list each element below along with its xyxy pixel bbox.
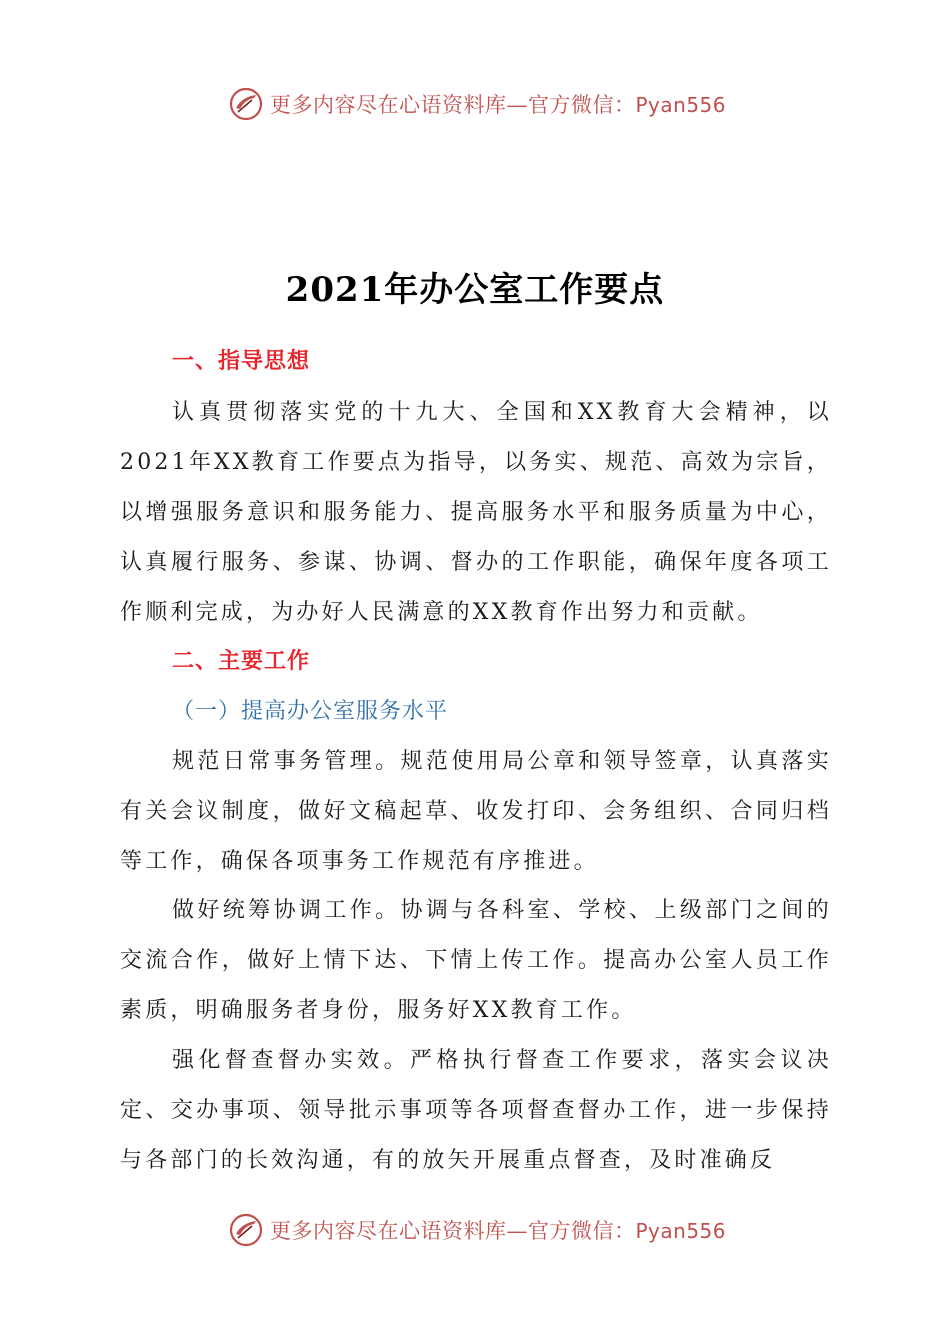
- watermark-text: 更多内容尽在心语资料库—官方微信：Pyan556: [270, 1219, 727, 1243]
- paragraph-coordination: 做好统筹协调工作。协调与各科室、学校、上级部门之间的交流合作，做好上情下达、下情上传工作。提高办公室人员工作素质，明确服务者身份，服务好XX教育工作。: [120, 898, 832, 1023]
- section-heading-main-work: 二、主要工作: [172, 649, 311, 674]
- paragraph-supervision: 强化督查督办实效。严格执行督查工作要求，落实会议决定、交办事项、领导批示事项等各项督查督办工作，进一步保持与各部门的长效沟通，有的放矢开展重点督查，及时准确反: [120, 1048, 832, 1173]
- section-heading-guiding-ideology: 一、指导思想: [172, 349, 311, 374]
- watermark-wechat-id: Pyan556: [635, 1219, 727, 1243]
- watermark-header: [228, 84, 726, 124]
- paragraph-daily-affairs: 规范日常事务管理。规范使用局公章和领导签章，认真落实有关会议制度，做好文稿起草、收发打印、会务组织、合同归档等工作，确保各项事务工作规范有序推进。: [120, 749, 832, 874]
- watermark-wechat-id: Pyan556: [635, 93, 727, 117]
- watermark-footer: [228, 1210, 726, 1250]
- subsection-heading-service-level: （一）提高办公室服务水平: [172, 699, 449, 724]
- document-title: 2021年办公室工作要点: [285, 270, 665, 310]
- section-body-guiding-ideology: 认真贯彻落实党的十九大、全国和XX教育大会精神，以2021年XX教育工作要点为指导，以务实、规范、高效为宗旨，以增强服务意识和服务能力、提高服务水平和服务质量为中心，认真履行服务、参谋、协调、督办的工作职能，确保年度各项工作顺利完成，为办好人民满意的XX教育作出努力和贡献。: [120, 400, 832, 625]
- pen-logo-icon: [228, 86, 264, 122]
- pen-logo-icon: [228, 1212, 264, 1248]
- watermark-text: 更多内容尽在心语资料库—官方微信：Pyan556: [270, 93, 727, 117]
